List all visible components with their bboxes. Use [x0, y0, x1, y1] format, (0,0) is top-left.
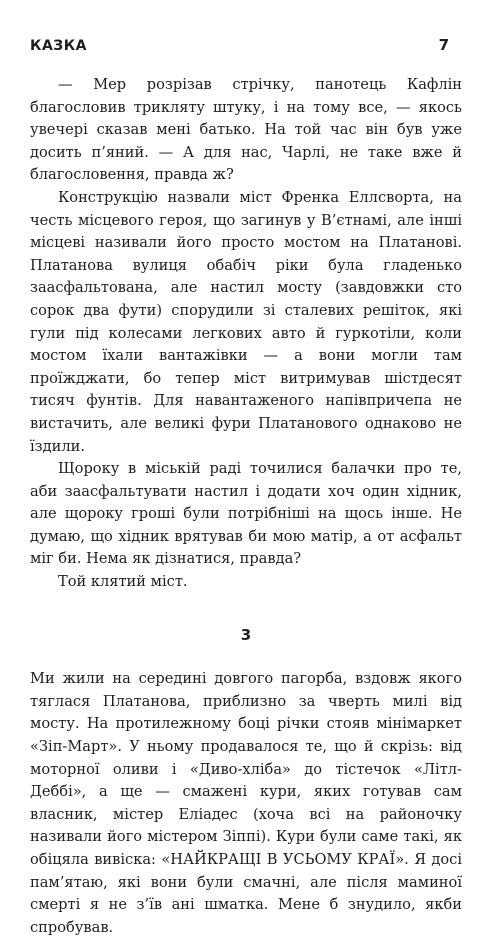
paragraph: Щороку в міській раді точилися балачки про те, аби заасфальтувати настил і додати хоч один хідник, але щороку гроші були потрібніші на щось інше. Не думаю, що хідник врятував би мою матір, а от асфальт міг би. Нема як дізнатися, правда? — [30, 460, 462, 568]
paragraph: Той клятий міст. — [58, 573, 188, 591]
paragraph: Конструкцію назвали міст Френка Еллсворта, на честь місцевого героя, що загинув у В’єтнамі, але інші місцеві називали його просто мостом на Платанові. Платанова вулиця обабіч ріки була гладенько заасфальтована, але настил мосту (завдовжки сто сорок два фути) спорудили зі сталевих решіток, які гули під колесами легкових авто й гуркотіли, коли мостом їхали вантажівки — а вони могли там проїжджати, бо тепер міст витримував шістдесят тисяч фунтів. Для навантаженого напівпричепа не вистачить, але великі фури Платанового однаково не їздили. — [30, 188, 462, 455]
running-head: КАЗКА — [30, 38, 88, 54]
section-number: 3 — [240, 625, 252, 644]
page-number: 7 — [438, 36, 449, 54]
paragraph: Ми жили на середині довгого пагорба, вздовж якого тяглася Платанова, приблизно за чверть милі від мосту. На протилежному боці річки стояв мінімаркет «Зіп-Март». У ньому продавалося те, що й скрізь: від моторної оливи і «Диво-хліба» до тістечок «Літл-Деббі», а ще — смажені кури, яких готував сам власник, містер Еліадес (хоча всі на районочку називали його містером Зіппі). Кури були саме такі, як обіцяла вивіска: «НАЙКРАЩІ В УСЬОМУ КРАЇ». Я досі пам’ятаю, які вони були смачні, але після маминої смерті я не з’їв ані шматка. Мене б знудило, якби спробував. — [30, 670, 462, 936]
body-text — [30, 74, 462, 939]
paragraph: — Мер розрізав стрічку, панотець Кафлін благословив триклятy штуку, і на тому все, — якось увечері сказав мені батько. На той час він був уже досить п’яний. — А для нас, Чарлі, не таке вже й благословення, правда ж? — [30, 76, 462, 184]
